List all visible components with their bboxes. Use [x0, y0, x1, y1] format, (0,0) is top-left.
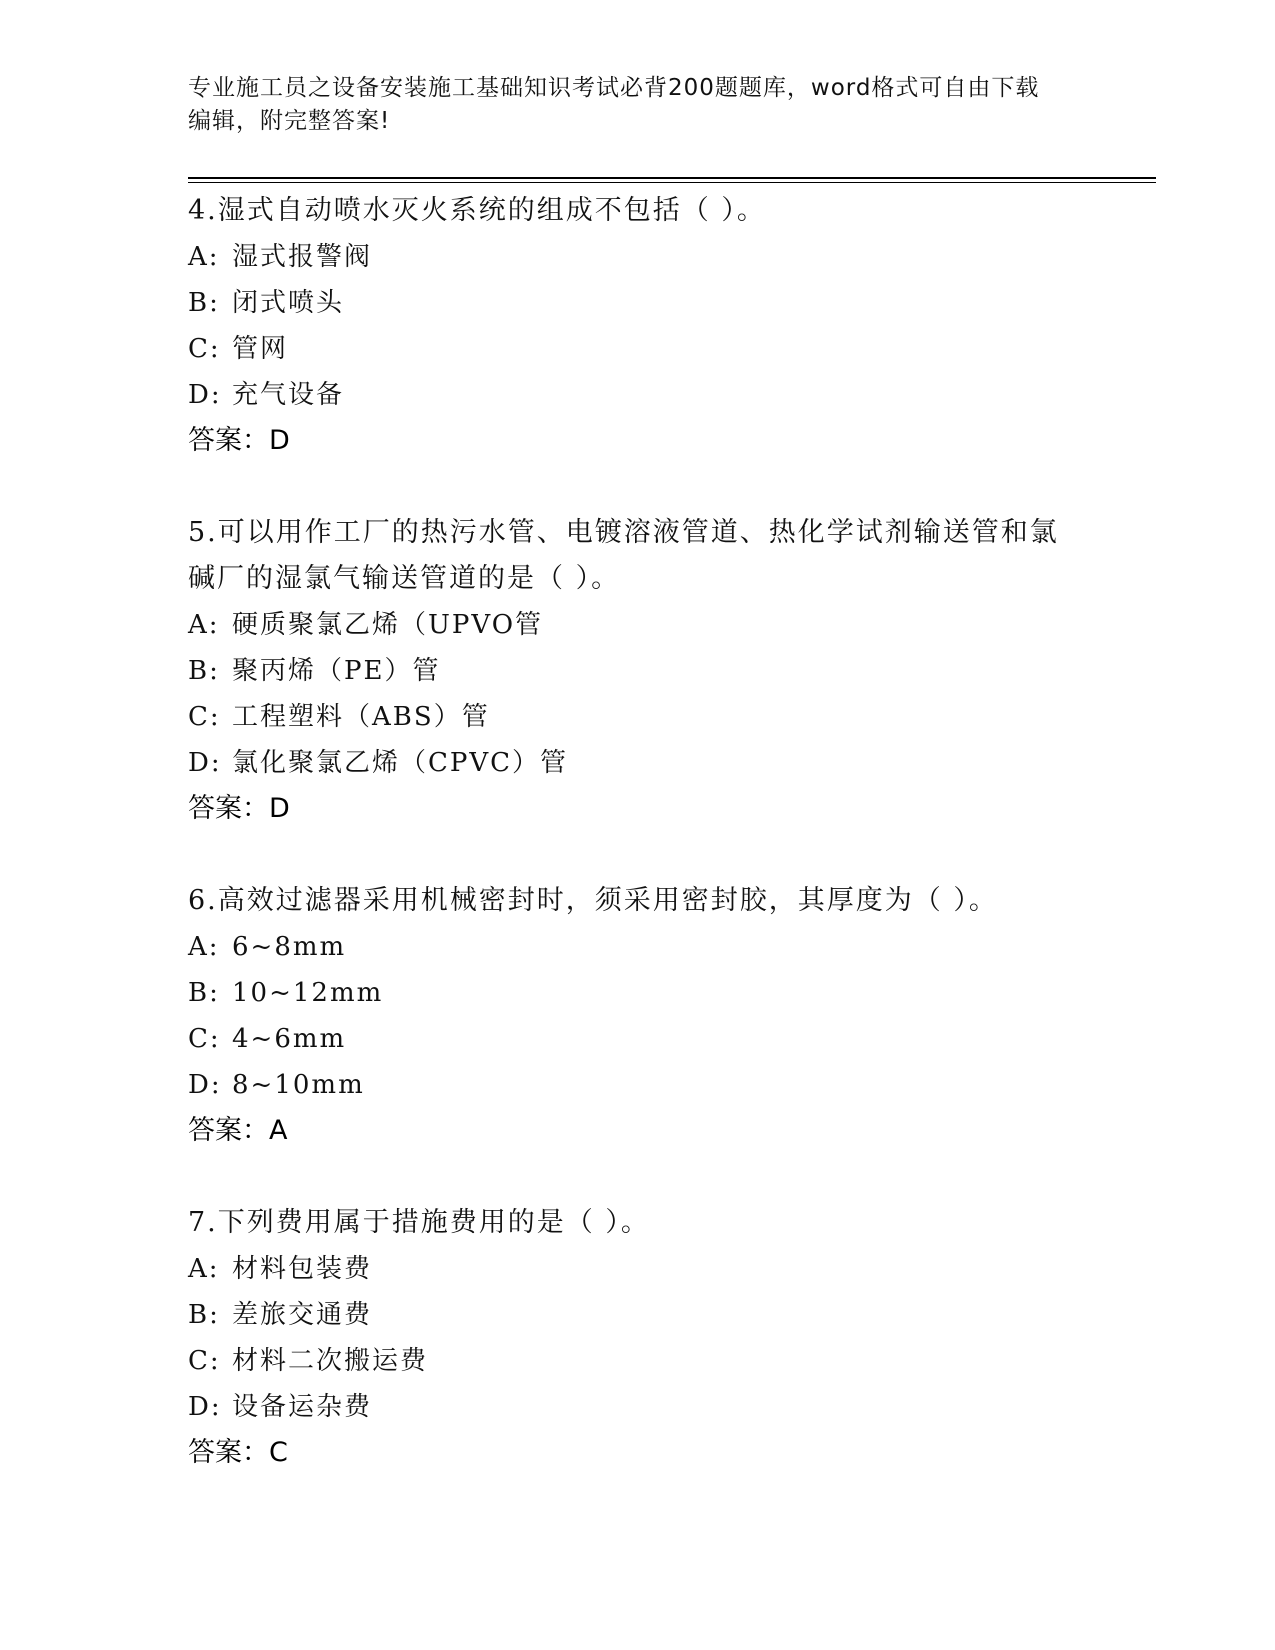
- option-letter: A:: [188, 1254, 220, 1284]
- question-line: 7.下列费用属于措施费用的是（ ）。: [188, 1207, 650, 1238]
- option-a: [188, 924, 1088, 970]
- question-text: [188, 188, 1088, 234]
- option-text: 闭式喷头: [232, 288, 345, 318]
- option-d: [188, 1062, 1088, 1108]
- option-text: 工程塑料（ABS）管: [232, 702, 490, 732]
- option-letter: A:: [188, 932, 220, 962]
- question-item: [188, 510, 1088, 832]
- option-letter: C:: [188, 1346, 221, 1376]
- option-c: [188, 1016, 1088, 1062]
- question-text: [188, 878, 1088, 924]
- answer-line: 答案：C: [188, 1437, 288, 1468]
- option-text: 材料二次搬运费: [232, 1346, 429, 1376]
- option-d: [188, 1384, 1088, 1430]
- option-letter: A:: [188, 242, 220, 272]
- option-d: [188, 372, 1088, 418]
- question-line: 6.高效过滤器采用机械密封时，须采用密封胶，其厚度为（ ）。: [188, 885, 998, 916]
- option-text: 4~6mm: [232, 1024, 347, 1054]
- option-d: [188, 740, 1088, 786]
- option-text: 10~12mm: [232, 978, 384, 1008]
- option-text: 湿式报警阀: [232, 242, 373, 272]
- option-text: 硬质聚氯乙烯（UPVO管: [232, 610, 544, 640]
- question-list: [188, 188, 1088, 1522]
- document-header: [188, 72, 1068, 138]
- option-letter: D:: [188, 1392, 222, 1422]
- option-text: 差旅交通费: [232, 1300, 373, 1330]
- question-text: [188, 510, 1088, 602]
- question-text: [188, 1200, 1088, 1246]
- option-text: 8~10mm: [232, 1070, 365, 1100]
- question-item: [188, 1200, 1088, 1476]
- header-title-line-2: 编辑，附完整答案!: [188, 108, 391, 134]
- question-line: 4.湿式自动喷水灭火系统的组成不包括（ ）。: [188, 195, 766, 226]
- option-text: 充气设备: [232, 380, 345, 410]
- option-text: 6~8mm: [232, 932, 347, 962]
- option-letter: D:: [188, 748, 222, 778]
- option-b: [188, 648, 1088, 694]
- option-a: [188, 602, 1088, 648]
- option-letter: B:: [188, 288, 220, 318]
- answer-line: 答案：D: [188, 425, 290, 456]
- question-item: [188, 188, 1088, 464]
- option-letter: C:: [188, 1024, 221, 1054]
- option-text: 管网: [232, 334, 289, 364]
- question-line: 碱厂的湿氯气输送管道的是（ ）。: [188, 563, 621, 594]
- option-text: 设备运杂费: [232, 1392, 373, 1422]
- option-b: [188, 970, 1088, 1016]
- option-c: [188, 326, 1088, 372]
- header-title-line-1: 专业施工员之设备安装施工基础知识考试必背200题题库，word格式可自由下载: [188, 75, 1040, 101]
- option-letter: D:: [188, 1070, 222, 1100]
- option-letter: D:: [188, 380, 222, 410]
- answer-line: 答案：D: [188, 793, 290, 824]
- option-letter: B:: [188, 656, 220, 686]
- option-text: 材料包装费: [232, 1254, 373, 1284]
- option-letter: C:: [188, 334, 221, 364]
- option-b: [188, 1292, 1088, 1338]
- option-c: [188, 694, 1088, 740]
- option-text: 氯化聚氯乙烯（CPVC）管: [232, 748, 569, 778]
- answer-line: 答案：A: [188, 1115, 288, 1146]
- header-divider-thin: [188, 182, 1156, 183]
- question-line: 5.可以用作工厂的热污水管、电镀溶液管道、热化学试剂输送管和氯: [188, 517, 1059, 548]
- option-b: [188, 280, 1088, 326]
- option-letter: B:: [188, 1300, 220, 1330]
- option-letter: B:: [188, 978, 220, 1008]
- option-c: [188, 1338, 1088, 1384]
- option-text: 聚丙烯（PE）管: [232, 656, 441, 686]
- option-letter: A:: [188, 610, 220, 640]
- option-a: [188, 234, 1088, 280]
- question-item: [188, 878, 1088, 1154]
- option-letter: C:: [188, 702, 221, 732]
- option-a: [188, 1246, 1088, 1292]
- header-divider-thick: [188, 177, 1156, 179]
